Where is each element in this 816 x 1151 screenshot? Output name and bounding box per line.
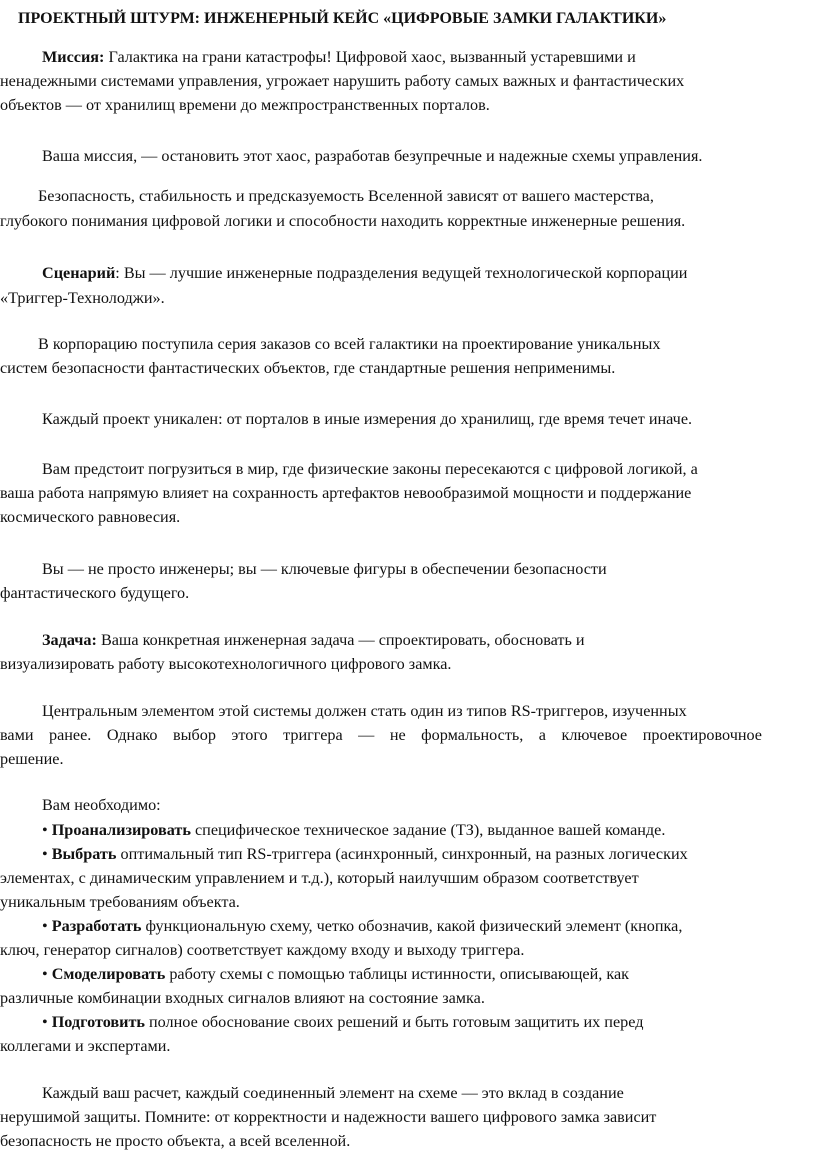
engineers-line-2: фантастического будущего. (0, 584, 190, 602)
needs-intro: Вам необходимо: (42, 796, 161, 814)
list-item-continuation: коллегами и экспертами. (0, 1037, 171, 1055)
central-line-1: Центральным элементом этой системы должен стать один из типов RS-триггеров, изученных (42, 702, 687, 720)
scenario-label: Сценарий (42, 264, 116, 282)
task-label: Задача: (42, 631, 97, 649)
list-item: • Выбрать оптимальный тип RS-триггера (асинхронный, синхронный, на разных логических (42, 845, 688, 863)
safety-line-1: Безопасность, стабильность и предсказуемость Вселенной зависят от вашего мастерства, (38, 187, 654, 205)
final-line-3: безопасность не просто объекта, а всей вселенной. (0, 1132, 351, 1150)
mission-line-3: объектов — от хранилищ времени до межпространственных порталов. (0, 96, 490, 114)
mission-label: Миссия: (42, 48, 105, 66)
dive-line-1: Вам предстоит погрузиться в мир, где физические законы пересекаются с цифровой логикой, а (42, 460, 698, 478)
mission-line-2: ненадежными системами управления, угрожает нарушить работу самых важных и фантастических (0, 72, 685, 90)
list-item-continuation: уникальным требованиям объекта. (0, 893, 240, 911)
engineers-line-1: Вы — не просто инженеры; вы — ключевые фигуры в обеспечении безопасности (42, 560, 607, 578)
safety-line-2: глубокого понимания цифровой логики и способности находить корректные инженерные решения. (0, 212, 686, 230)
bullet: • (42, 917, 48, 935)
final-line-2: нерушимой защиты. Помните: от корректности и надежности вашего цифрового замка зависит (0, 1108, 657, 1126)
bullet: • (42, 821, 48, 839)
scenario-line-2: «Триггер-Технолоджи». (0, 289, 165, 307)
page-title: ПРОЕКТНЫЙ ШТУРМ: ИНЖЕНЕРНЫЙ КЕЙС «ЦИФРОВЫЕ ЗАМКИ ГАЛАКТИКИ» (18, 10, 667, 27)
list-item: • Разработать функциональную схему, четко обозначив, какой физический элемент (кнопка, (42, 917, 683, 935)
mission-line-1: Миссия: Галактика на грани катастрофы! Цифровой хаос, вызванный устаревшими и (42, 48, 636, 66)
paragraph-unique: Каждый проект уникален: от порталов в иные измерения до хранилищ, где время течет иначе. (42, 410, 693, 428)
final-line-1: Каждый ваш расчет, каждый соединенный элемент на схеме — это вклад в создание (42, 1084, 624, 1102)
task-line-1: Задача: Ваша конкретная инженерная задача — спроектировать, обосновать и (42, 631, 585, 649)
bullet: • (42, 1013, 48, 1031)
list-item-continuation: ключ, генератор сигналов) соответствует каждому входу и выходу триггера. (0, 941, 525, 959)
list-item: • Смоделировать работу схемы с помощью таблицы истинности, описывающей, как (42, 965, 630, 983)
bullet: • (42, 965, 48, 983)
dive-line-2: ваша работа напрямую влияет на сохранность артефактов невообразимой мощности и поддержание (0, 484, 692, 502)
dive-line-3: космического равновесия. (0, 508, 181, 526)
list-item: • Подготовить полное обоснование своих решений и быть готовым защитить их перед (42, 1013, 644, 1031)
bullet: • (42, 845, 48, 863)
list-item-continuation: различные комбинации входных сигналов влияют на состояние замка. (0, 989, 485, 1007)
central-line-2: вами ранее. Однако выбор этого триггера — не формальность, а ключевое проектировочное (0, 726, 762, 744)
list-item: • Проанализировать специфическое техническое задание (ТЗ), выданное вашей команде. (42, 821, 666, 839)
task-line-2: визуализировать работу высокотехнологичного цифрового замка. (0, 655, 452, 673)
list-item-continuation: элементах, с динамическим управлением и т.д.), который наилучшим образом соответствует (0, 869, 639, 887)
central-line-3: решение. (0, 750, 64, 768)
scenario-line-1: Сценарий: Вы — лучшие инженерные подразделения ведущей технологической корпорации (42, 264, 688, 282)
orders-line-2: систем безопасности фантастических объектов, где стандартные решения неприменимы. (0, 359, 616, 377)
paragraph-your-mission: Ваша миссия, — остановить этот хаос, разработав безупречные и надежные схемы управления. (42, 147, 703, 165)
orders-line-1: В корпорацию поступила серия заказов со всей галактики на проектирование уникальных (38, 335, 661, 353)
